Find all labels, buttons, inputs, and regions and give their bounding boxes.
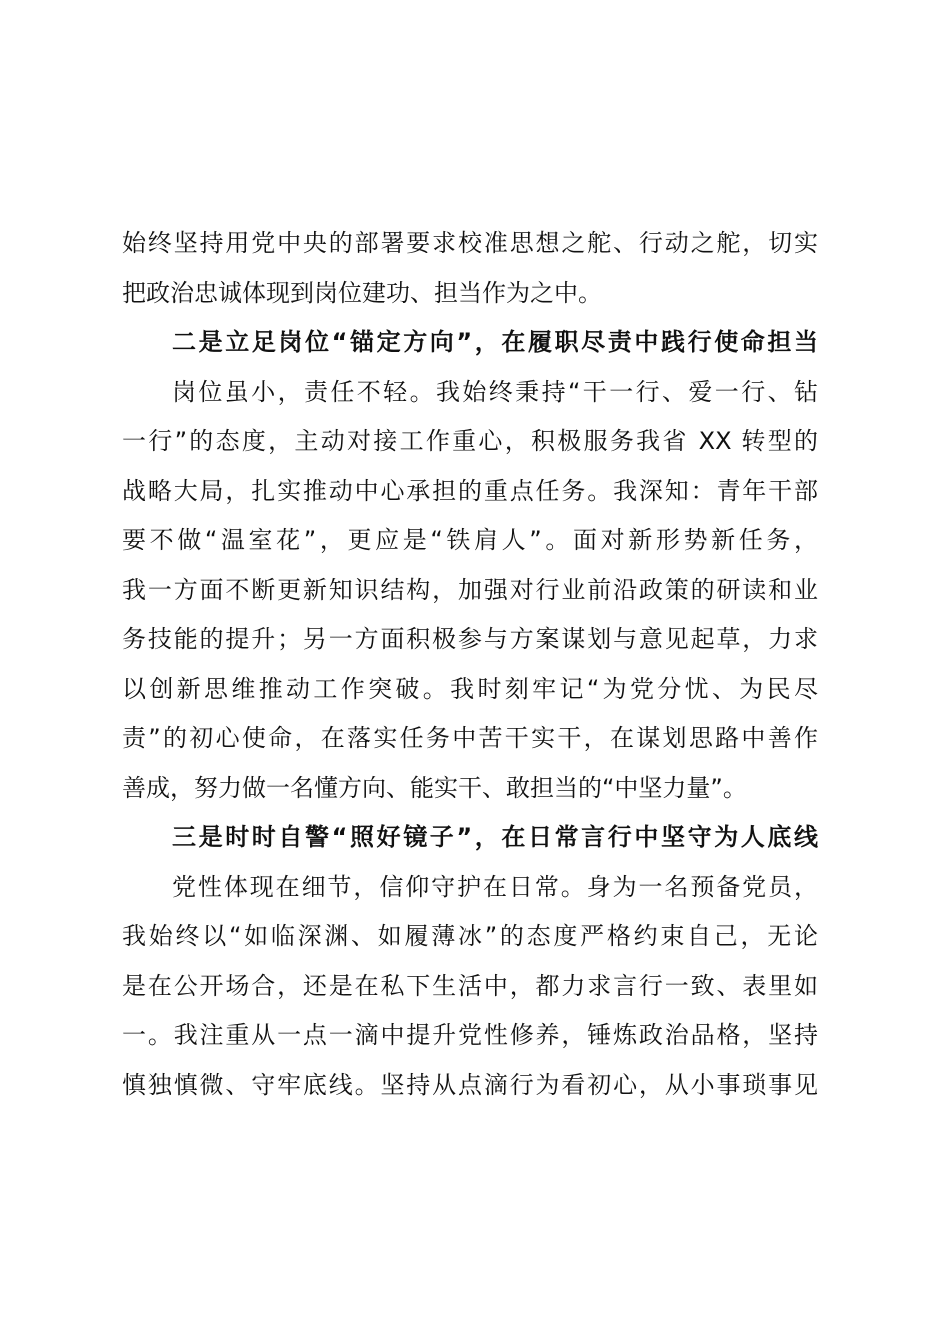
paragraph-line: 我始终以“如临深渊、如履薄冰”的态度严格约束自己，无论 [122, 922, 818, 950]
paragraph-line: 把政治忠诚体现到岗位建功、担当作为之中。 [122, 278, 602, 307]
paragraph-line: 一行”的态度，主动对接工作重心，积极服务我省 XX 转型的 [122, 427, 818, 455]
paragraph-line: 岗位虽小，责任不轻。我始终秉持“干一行、爱一行、钻 [172, 377, 818, 406]
paragraph-line: 以创新思维推动工作突破。我时刻牢记“为党分忧、为民尽 [122, 674, 818, 703]
paragraph-line: 慎独慎微、守牢底线。坚持从点滴行为看初心，从小事琐事见 [122, 1070, 818, 1099]
paragraph-line: 善成，努力做一名懂方向、能实干、敢担当的“中坚力量”。 [122, 773, 747, 802]
paragraph-line: 要不做“温室花”，更应是“铁肩人”。面对新形势新任务， [122, 526, 818, 554]
paragraph-line: 务技能的提升；另一方面积极参与方案谋划与意见起草，力求 [122, 625, 818, 653]
document-body [122, 219, 818, 1110]
paragraph-line: 一。我注重从一点一滴中提升党性修养，锤炼政治品格，坚持 [122, 1021, 818, 1049]
paragraph-line: 始终坚持用党中央的部署要求校准思想之舵、行动之舵，切实 [122, 229, 818, 257]
paragraph-line: 责”的初心使命，在落实任务中苦干实干，在谋划思路中善作 [122, 724, 818, 752]
paragraph-line: 是在公开场合，还是在私下生活中，都力求言行一致、表里如 [122, 971, 818, 1000]
section-heading-2: 二是立足岗位“锚定方向”，在履职尽责中践行使命担当 [172, 328, 818, 356]
section-heading-3: 三是时时自警“照好镜子”，在日常言行中坚守为人底线 [172, 823, 818, 851]
paragraph-line: 党性体现在细节，信仰守护在日常。身为一名预备党员， [172, 872, 818, 901]
paragraph-line: 战略大局，扎实推动中心承担的重点任务。我深知：青年干部 [122, 476, 818, 505]
paragraph-line: 我一方面不断更新知识结构，加强对行业前沿政策的研读和业 [122, 575, 818, 604]
